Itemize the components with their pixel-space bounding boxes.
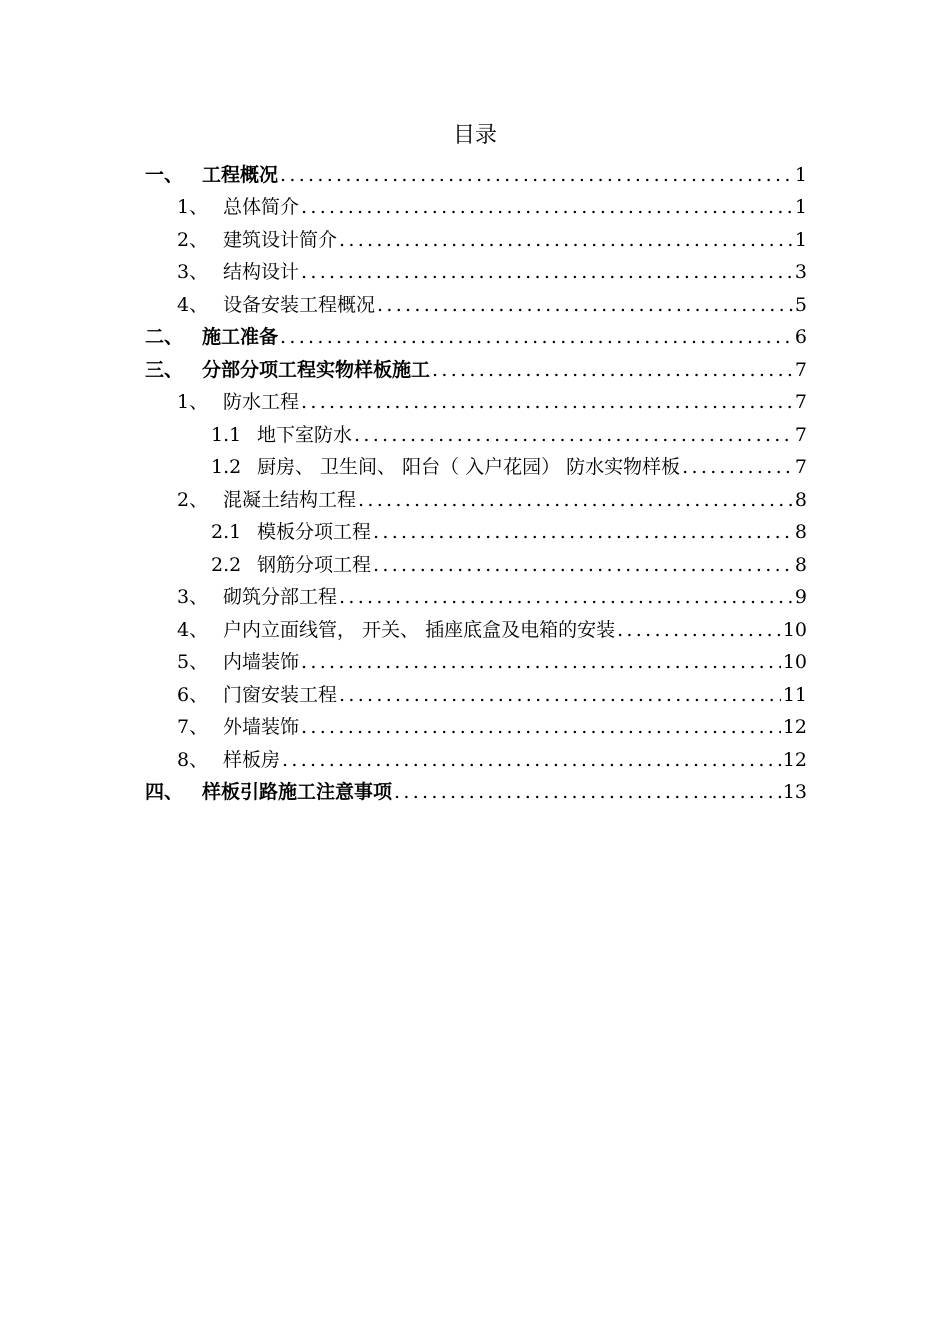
dot-leader	[278, 325, 793, 349]
dot-leader	[278, 163, 793, 187]
toc-entry-number: 4、	[177, 618, 209, 641]
dot-leader	[299, 260, 793, 284]
toc-entry[interactable]	[145, 382, 807, 415]
dot-leader	[299, 195, 793, 219]
toc-entry-number: 三、	[145, 358, 184, 381]
toc-entry-title: 厨房、 卫生间、 阳台（ 入户花园） 防水实物样板	[257, 456, 681, 478]
toc-entry-title: 地下室防水	[257, 423, 353, 446]
toc-entry-title: 建筑设计简介	[223, 228, 338, 251]
toc-entry-page: 8	[794, 553, 807, 576]
toc-entry-page: 8	[794, 521, 807, 543]
toc-entry[interactable]	[145, 674, 807, 707]
toc-entry-number: 4、	[177, 293, 209, 316]
toc-entry-number: 8、	[177, 748, 209, 771]
toc-entry-number: 1、	[177, 391, 209, 413]
toc-entry-title: 总体简介	[223, 196, 300, 218]
toc-entry-title: 户内立面线管， 开关、 插座底盒及电箱的安装	[223, 618, 616, 641]
toc-entry-number: 7、	[177, 716, 209, 738]
toc-entry-page: 7	[794, 358, 807, 381]
toc-entry-title: 混凝土结构工程	[223, 488, 357, 511]
toc-entry-page: 1	[794, 196, 807, 218]
toc-title: 目录	[452, 123, 497, 148]
toc-entry-page: 6	[794, 326, 807, 348]
toc-entry-title: 样板引路施工注意事项	[202, 781, 393, 803]
toc-entry[interactable]	[145, 577, 807, 610]
toc-list	[145, 154, 807, 804]
toc-entry[interactable]	[145, 772, 807, 805]
dot-leader	[680, 455, 793, 479]
toc-entry-title: 砌筑分部工程	[223, 586, 338, 608]
toc-entry-number: 1、	[177, 196, 209, 218]
dot-leader	[356, 488, 793, 512]
toc-entry-page: 8	[794, 488, 807, 511]
toc-entry-title: 施工准备	[202, 326, 279, 348]
toc-entry[interactable]	[145, 642, 807, 675]
toc-entry-number: 2.1	[211, 521, 242, 543]
toc-entry-number: 一、	[145, 163, 184, 186]
toc-entry[interactable]	[145, 154, 807, 187]
toc-entry-page: 1	[794, 163, 807, 186]
dot-leader	[337, 228, 793, 252]
toc-entry-title: 内墙装饰	[223, 651, 300, 673]
toc-entry[interactable]	[145, 739, 807, 772]
toc-entry[interactable]	[145, 447, 807, 480]
toc-entry-page: 5	[794, 293, 807, 316]
toc-entry-title: 钢筋分项工程	[257, 553, 372, 576]
toc-entry[interactable]	[145, 512, 807, 545]
toc-entry[interactable]	[145, 479, 807, 512]
toc-entry-title: 工程概况	[202, 163, 279, 186]
toc-entry-page: 11	[782, 683, 807, 706]
toc-entry-page: 1	[794, 228, 807, 251]
toc-entry[interactable]	[145, 317, 807, 350]
dot-leader	[615, 618, 781, 642]
toc-entry-number: 2、	[177, 488, 209, 511]
toc-entry[interactable]	[145, 414, 807, 447]
dot-leader	[375, 293, 793, 317]
toc-entry[interactable]	[145, 609, 807, 642]
toc-entry-title: 设备安装工程概况	[223, 293, 376, 316]
dot-leader	[299, 390, 793, 414]
toc-entry-page: 12	[782, 748, 807, 771]
dot-leader	[337, 683, 781, 707]
dot-leader	[299, 650, 781, 674]
dot-leader	[337, 585, 793, 609]
dot-leader	[352, 423, 793, 447]
dot-leader	[371, 553, 793, 577]
toc-entry-page: 10	[782, 618, 807, 641]
toc-entry-title: 防水工程	[223, 391, 300, 413]
toc-entry-number: 1.1	[211, 423, 242, 446]
toc-entry[interactable]	[145, 544, 807, 577]
toc-entry-title: 外墙装饰	[223, 716, 300, 738]
toc-entry-page: 12	[782, 716, 807, 738]
toc-entry-title: 样板房	[223, 748, 281, 771]
toc-entry-number: 3、	[177, 586, 209, 608]
toc-entry[interactable]	[145, 252, 807, 285]
toc-entry-page: 7	[794, 456, 807, 478]
toc-entry-number: 二、	[145, 326, 184, 348]
toc-entry-page: 10	[782, 651, 807, 673]
toc-entry-number: 5、	[177, 651, 209, 673]
dot-leader	[430, 358, 793, 382]
dot-leader	[299, 715, 781, 739]
toc-entry-page: 7	[794, 391, 807, 413]
toc-entry-number: 四、	[145, 781, 184, 803]
toc-entry-number: 2.2	[211, 553, 242, 576]
toc-entry-title: 模板分项工程	[257, 521, 372, 543]
toc-entry-page: 7	[794, 423, 807, 446]
dot-leader	[280, 748, 781, 772]
toc-entry-number: 6、	[177, 683, 209, 706]
toc-entry-number: 1.2	[211, 456, 242, 478]
toc-entry[interactable]	[145, 349, 807, 382]
toc-entry-number: 3、	[177, 261, 209, 283]
toc-entry-number: 2、	[177, 228, 209, 251]
toc-entry-page: 3	[794, 261, 807, 283]
toc-entry-title: 分部分项工程实物样板施工	[202, 358, 431, 381]
toc-entry[interactable]	[145, 284, 807, 317]
toc-entry-title: 门窗安装工程	[223, 683, 338, 706]
toc-entry-page: 13	[782, 781, 807, 803]
toc-entry[interactable]	[145, 187, 807, 220]
toc-entry[interactable]	[145, 707, 807, 740]
dot-leader	[371, 520, 793, 544]
toc-entry-title: 结构设计	[223, 261, 300, 283]
toc-entry-page: 9	[794, 586, 807, 608]
toc-entry[interactable]	[145, 219, 807, 252]
dot-leader	[392, 780, 781, 804]
